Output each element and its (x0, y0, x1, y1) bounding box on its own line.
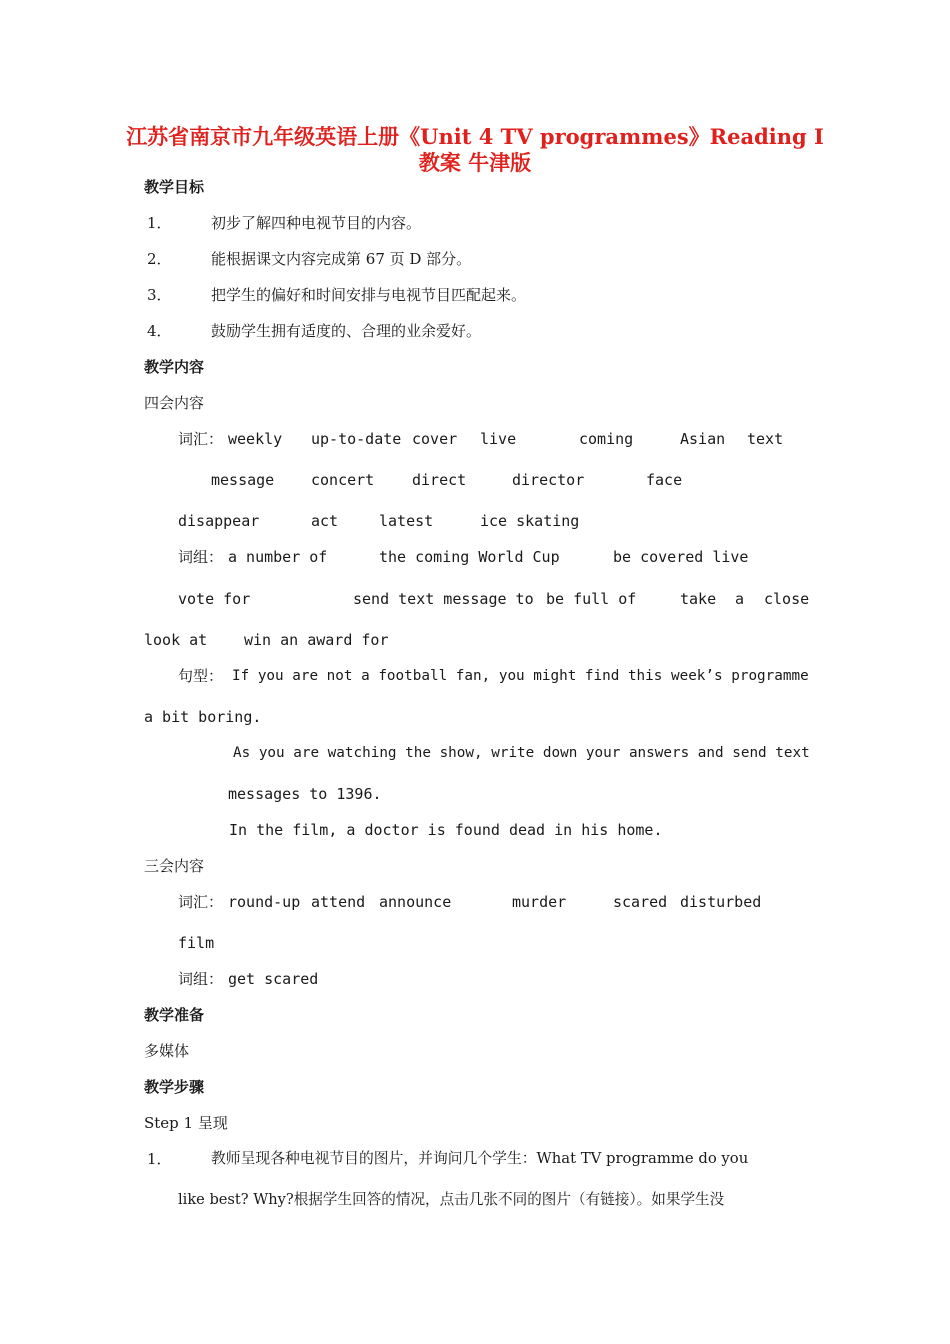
objective-number: 2． (147, 250, 172, 268)
phrase-item: the coming World Cup (379, 548, 560, 566)
objective-number: 3． (147, 286, 172, 304)
vocab-word: attend (311, 893, 366, 911)
vocab-word: director (512, 471, 585, 489)
phrase-label: 词组： (178, 970, 224, 988)
vocab-word: disappear (178, 512, 260, 530)
objective-text: 鼓励学生拥有适度的、合理的业余爱好。 (211, 322, 482, 340)
phrase-item: a (735, 590, 745, 608)
objective-text: 把学生的偏好和时间安排与电视节目匹配起来。 (211, 286, 527, 304)
sentence-pattern: a bit boring. (144, 708, 262, 726)
vocab-word: face (646, 471, 683, 489)
vocab-word: ice skating (480, 512, 580, 530)
vocab-word: concert (311, 471, 375, 489)
vocab-label: 词汇： (178, 430, 224, 448)
vocab-word: weekly (228, 430, 283, 448)
objective-text: 能根据课文内容完成第 67 页 D 部分。 (211, 250, 472, 268)
preparation-text: 多媒体 (144, 1042, 190, 1060)
phrase-item: win an award for (244, 631, 389, 649)
preparation-heading: 教学准备 (144, 1006, 205, 1024)
vocab-word: round-up (228, 893, 301, 911)
four-skills-label: 四会内容 (144, 394, 205, 412)
vocab-word: latest (379, 512, 434, 530)
sentence-pattern: In the film, a doctor is found dead in his home. (229, 821, 663, 839)
vocab-word: scared (613, 893, 668, 911)
vocab-word: film (178, 934, 215, 952)
phrase-item: a number of (228, 548, 328, 566)
vocab-word: live (480, 430, 517, 448)
content-heading: 教学内容 (144, 358, 205, 376)
phrase-item: look at (144, 631, 208, 649)
phrase-item: be full of (546, 590, 637, 608)
vocab-word: disturbed (680, 893, 762, 911)
vocab-word: text (747, 430, 784, 448)
vocab-word: murder (512, 893, 567, 911)
document-title-line1: 江苏省南京市九年级英语上册《Unit 4 TV programmes》Reading Ⅰ (126, 124, 824, 149)
three-skills-label: 三会内容 (144, 857, 205, 875)
phrase-item: close (764, 590, 810, 608)
sentence-pattern: messages to 1396. (228, 785, 382, 803)
objectives-heading: 教学目标 (144, 178, 205, 196)
vocab-word: announce (379, 893, 452, 911)
vocab-word: coming (579, 430, 634, 448)
step-item-text: like best? Why?根据学生回答的情况，点击几张不同的图片（有链接）。如果学生没 (178, 1191, 725, 1208)
vocab-word: act (311, 512, 339, 530)
phrase-item: vote for (178, 590, 251, 608)
vocab-word: message (211, 471, 275, 489)
sentence-pattern: If you are not a football fan, you might find this week’s programme (232, 668, 809, 684)
vocab-label: 词汇： (178, 893, 224, 911)
document-title-line2: 教案 牛津版 (418, 150, 532, 175)
vocab-word: direct (412, 471, 467, 489)
phrase-item: be covered live (613, 548, 749, 566)
vocab-word: Asian (680, 430, 726, 448)
vocab-word: up-to-date (311, 430, 402, 448)
objective-number: 1． (147, 214, 172, 232)
phrase-item: send text message to (353, 590, 534, 608)
step-title: Step 1 呈现 (144, 1114, 228, 1132)
phrase-label: 词组： (178, 548, 224, 566)
sentence-label: 句型： (178, 667, 224, 685)
step-item-text: 教师呈现各种电视节目的图片，并询问几个学生：What TV programme do you (211, 1150, 749, 1167)
objective-text: 初步了解四种电视节目的内容。 (211, 214, 422, 232)
objective-number: 4． (147, 322, 172, 340)
phrase-item: take (680, 590, 717, 608)
steps-heading: 教学步骤 (144, 1078, 205, 1096)
sentence-pattern: As you are watching the show, write down your answers and send text (233, 745, 810, 761)
phrase-item: get scared (228, 970, 319, 988)
step-item-number: 1． (147, 1150, 172, 1168)
vocab-word: cover (412, 430, 458, 448)
